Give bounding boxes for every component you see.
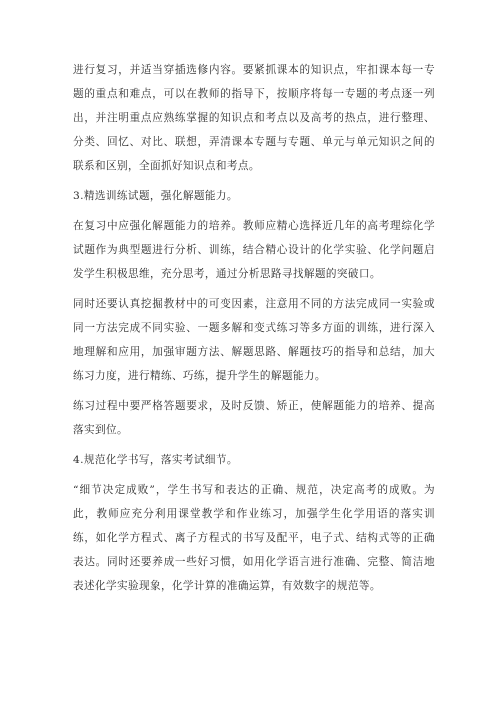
- paragraph-details: “细节决定成败”，学生书写和表达的正确、规范，决定高考的成败。为此，教师应充分利用课堂教学和作业练习，加强学生化学用语的落实训练，如化学方程式、离子方程式的书写及配平，电子式、结构式等的正确表达。同时还要养成一些好习惯，如用化学语言进行准确、完整、简洁地表述化学实验现象，化学计算的准确运算，有效数字的规范等。: [73, 484, 435, 592]
- paragraph-problem-solving: 在复习中应强化解题能力的培养。教师应精心选择近几年的高考理综化学试题作为典型题进行分析、训练，结合精心设计的化学实验、化学问题启发学生积极思维，充分思考，通过分析思路寻找解题的突破口。: [73, 220, 435, 280]
- paragraph-review-content: 进行复习，并适当穿插选修内容。要紧抓课本的知识点，牢扣课本每一专题的重点和难点，可以在教师的指导下，按顺序将每一专题的考点逐一列出，并注明重点应熟练掌握的知识点和考点以及高考的热点，进行整理、分类、回忆、对比、联想，弄清课本专题与专题、单元与单元知识之间的联系和区别，全面抓好知识点和考点。: [73, 64, 435, 172]
- paragraph-variable-factors: 同时还要认真挖掘教材中的可变因素，注意用不同的方法完成同一实验或同一方法完成不同实验、一题多解和变式练习等多方面的训练，进行深入地理解和应用，加强审题方法、解题思路、解题技巧的指导和总结，加大练习力度，进行精练、巧练，提升学生的解题能力。: [73, 298, 435, 382]
- section-heading-3: 3.精选训练试题，强化解题能力。: [73, 190, 238, 202]
- document-body: [73, 58, 435, 598]
- section-heading-4: 4.规范化学书写，落实考试细节。: [73, 454, 238, 466]
- paragraph-practice-requirements: 练习过程中要严格答题要求，及时反馈、矫正，使解题能力的培养、提高落实到位。: [73, 400, 435, 436]
